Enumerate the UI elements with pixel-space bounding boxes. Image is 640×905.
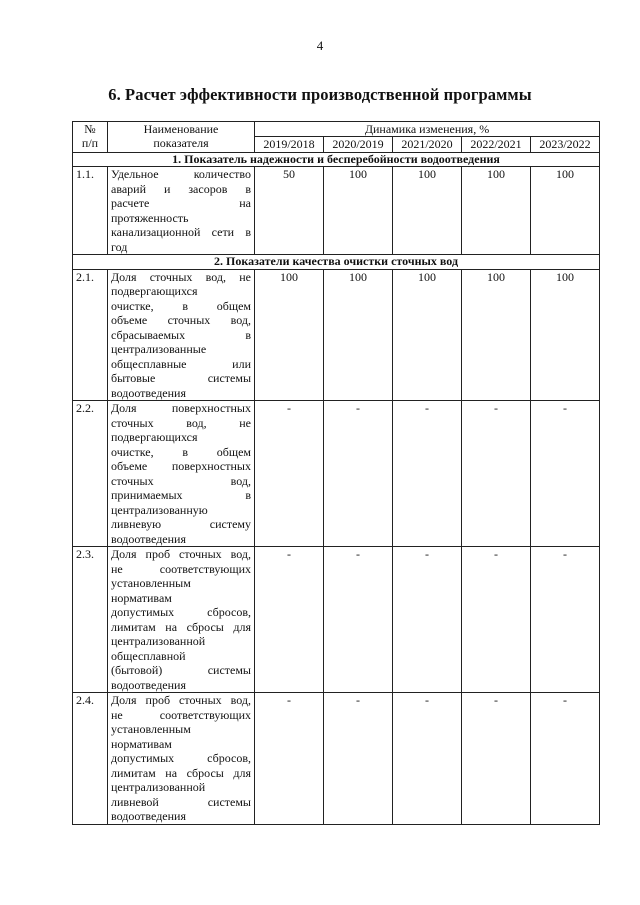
indicator-name-line: сточных вод, [111, 473, 251, 488]
indicator-name-line: не соответствующих [111, 707, 251, 722]
dynamics-value: - [531, 547, 600, 693]
dynamics-value: - [393, 693, 462, 825]
indicator-name [108, 401, 255, 547]
indicator-name-line: Доля сточных вод, не [111, 269, 251, 284]
indicator-name-line: аварий и засоров в [111, 181, 251, 196]
dynamics-value: 100 [462, 269, 531, 401]
dynamics-value: - [324, 693, 393, 825]
dynamics-value: 100 [531, 167, 600, 255]
indicator-name-line: ливневой системы [111, 794, 251, 809]
dynamics-value: - [324, 401, 393, 547]
dynamics-value: 100 [393, 269, 462, 401]
indicator-name-line: очистке, в общем [111, 444, 251, 459]
table-row [73, 269, 600, 401]
indicator-name-line: нормативам [111, 590, 172, 605]
indicator-name-line: общесплавные или [111, 356, 251, 371]
dynamics-value: - [255, 401, 324, 547]
dynamics-value: 100 [324, 167, 393, 255]
dynamics-value: - [462, 401, 531, 547]
table-row [73, 167, 600, 255]
page-title: 6. Расчет эффективности производственной программы [108, 85, 532, 104]
indicator-name-line: допустимых сбросов, [111, 751, 251, 765]
indicator-name-line: Доля поверхностных [111, 401, 251, 415]
indicator-name-line: объеме поверхностных [111, 459, 251, 473]
indicator-name-line: водоотведения [111, 385, 186, 400]
header-name-line1: Наименование [143, 122, 219, 136]
indicator-name [108, 547, 255, 693]
indicator-name-line: лимитам на сбросы для [111, 765, 251, 780]
header-num-line1: № [84, 122, 96, 136]
indicator-name-line: сбрасываемых в [111, 327, 251, 342]
row-number: 2.1. [73, 269, 108, 401]
indicator-name-line: сточных вод, не [111, 415, 251, 430]
dynamics-value: - [531, 401, 600, 547]
row-number: 1.1. [73, 167, 108, 255]
dynamics-value: - [255, 547, 324, 693]
dynamics-value: 100 [393, 167, 462, 255]
section-title: 1. Показатель надежности и бесперебойности водоотведения [73, 152, 600, 167]
indicator-name-line: ливневую систему [111, 517, 251, 531]
indicator-name-line: допустимых сбросов, [111, 605, 251, 619]
dynamics-value: 50 [255, 167, 324, 255]
indicator-name [108, 167, 255, 255]
row-number: 2.2. [73, 401, 108, 547]
header-year: 2022/2021 [462, 137, 531, 153]
indicator-name-line: расчете на [111, 196, 251, 210]
indicator-name-line: Удельное количество [111, 167, 251, 181]
indicator-name-line: подвергающихся [111, 430, 198, 444]
page-number: 4 [316, 38, 324, 53]
indicator-name-line: Доля проб сточных вод, [111, 693, 251, 707]
table-header [73, 122, 600, 153]
table-row [73, 401, 600, 547]
dynamics-value: - [324, 547, 393, 693]
indicator-name-line: подвергающихся [111, 284, 198, 298]
indicator-name [108, 693, 255, 825]
header-year: 2021/2020 [393, 137, 462, 153]
indicator-name-line: централизованной [111, 780, 206, 794]
dynamics-value: - [393, 547, 462, 693]
indicator-name-line: водоотведения [111, 531, 186, 546]
indicator-name-line: канализационной сети в [111, 225, 251, 239]
indicator-name-line: очистке, в общем [111, 298, 251, 313]
header-year: 2023/2022 [531, 137, 600, 153]
header-num [73, 122, 108, 153]
indicator-name-line: общесплавной [111, 648, 186, 663]
indicator-name-line: протяженность [111, 210, 189, 225]
dynamics-value: 100 [531, 269, 600, 401]
table-row [73, 693, 600, 825]
dynamics-value: 100 [255, 269, 324, 401]
dynamics-value: - [531, 693, 600, 825]
header-year: 2020/2019 [324, 137, 393, 153]
dynamics-value: 100 [324, 269, 393, 401]
header-name [108, 122, 255, 153]
indicator-name-line: лимитам на сбросы для [111, 619, 251, 634]
indicator-name-line: год [111, 239, 128, 254]
indicator-name-line: установленным [111, 576, 191, 590]
indicator-name-line: установленным [111, 722, 191, 736]
header-year: 2019/2018 [255, 137, 324, 153]
section-row [73, 255, 600, 270]
indicator-name-line: централизованные [111, 342, 207, 356]
indicator-name-line: централизованную [111, 502, 208, 517]
section-title: 2. Показатели качества очистки сточных вод [73, 255, 600, 270]
header-name-line2: показателя [153, 136, 209, 150]
indicator-name-line: не соответствующих [111, 561, 251, 576]
row-number: 2.3. [73, 547, 108, 693]
dynamics-value: - [462, 693, 531, 825]
dynamics-value: - [255, 693, 324, 825]
table-row [73, 547, 600, 693]
section-row [73, 152, 600, 167]
indicator-name-line: объеме сточных вод, [111, 313, 251, 327]
dynamics-value: - [393, 401, 462, 547]
indicator-name-line: водоотведения [111, 809, 186, 823]
indicator-name-line: (бытовой) системы [111, 663, 251, 677]
indicator-name-line: централизованной [111, 634, 206, 648]
header-dynamics: Динамика изменения, % [255, 122, 600, 137]
indicator-name-line: бытовые системы [111, 371, 251, 385]
indicator-name-line: водоотведения [111, 677, 186, 692]
dynamics-value: - [462, 547, 531, 693]
efficiency-table [72, 121, 600, 825]
indicator-name-line: нормативам [111, 736, 172, 751]
dynamics-value: 100 [462, 167, 531, 255]
indicator-name-line: Доля проб сточных вод, [111, 547, 251, 561]
table-body [73, 152, 600, 824]
indicator-name-line: принимаемых в [111, 488, 251, 502]
header-num-line2: п/п [81, 136, 99, 150]
row-number: 2.4. [73, 693, 108, 825]
indicator-name [108, 269, 255, 401]
